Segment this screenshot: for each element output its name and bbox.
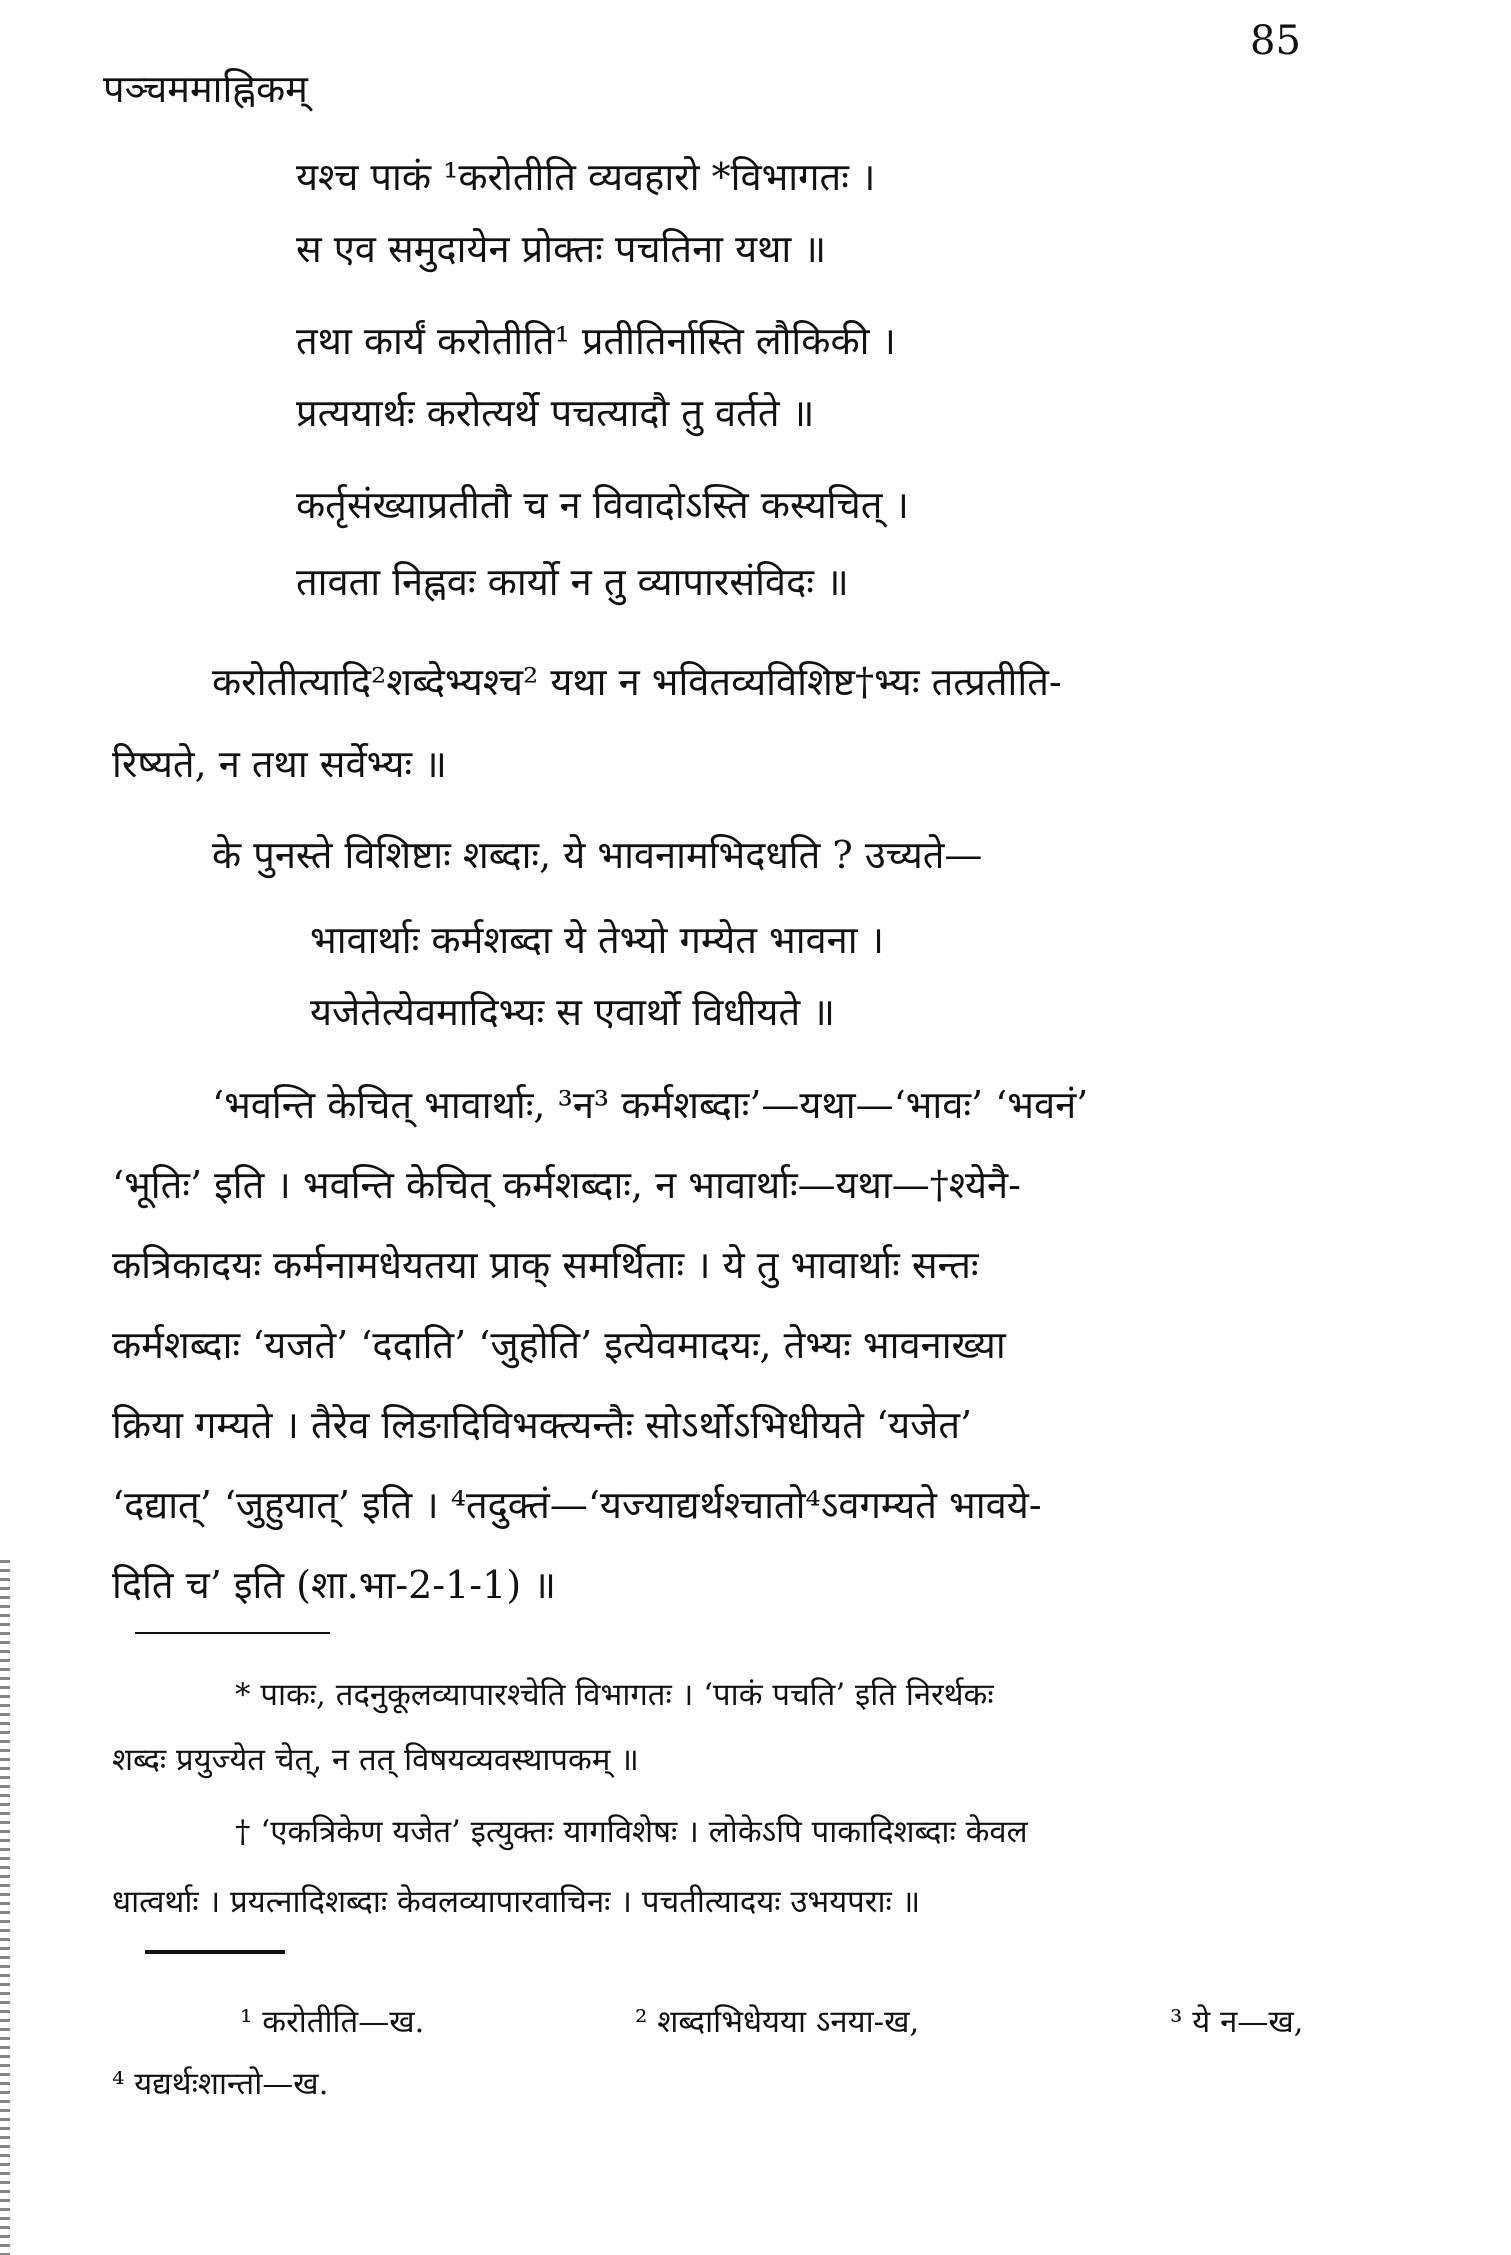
variant-note: ⁴ यद्यर्थःशान्तो—ख. [112,2066,329,2102]
verse-line: भावार्थाः कर्मशब्दा ये तेभ्यो गम्येत भावना । [310,918,885,962]
paragraph-line: रिष्यते, न तथा सर्वेभ्यः ॥ [112,742,447,786]
verse-line: तथा कार्यं करोतीति¹ प्रतीतिर्नास्ति लौकिकी । [296,319,896,363]
scan-edge-shadow [0,1560,10,2255]
verse-line: यजेतेत्येवमादिभ्यः स एवार्थो विधीयते ॥ [310,990,835,1034]
running-head: पञ्चममाह्निकम् [103,67,308,111]
page-number: 85 [1250,18,1301,64]
paragraph-line: कत्रिकादयः कर्मनामधेयतया प्राक् समर्थिताः । ये तु भावार्थाः सन्तः [112,1243,979,1287]
variant-note: ¹ करोतीति—ख. [240,2004,425,2040]
paragraph-line: ‘भवन्ति केचित् भावार्थाः, ³न³ कर्मशब्दाः’—यथा—‘भावः’ ‘भवनं’ [212,1083,1089,1127]
paragraph-line: कर्मशब्दाः ‘यजते’ ‘ददाति’ ‘जुहोति’ इत्येवमादयः, तेभ्यः भावनाख्या [112,1323,1006,1367]
paragraph-line: करोतीत्यादि²शब्देभ्यश्च² यथा न भवितव्यविशिष्ट†भ्यः तत्प्रतीति- [212,660,1062,704]
verse-line: यश्च पाकं ¹करोतीति व्यवहारो *विभागतः । [296,155,876,199]
footnote-star: * पाकः, तदनुकूलव्यापारश्चेति विभागतः । ‘पाकं पचति’ इति निरर्थकः [235,1677,994,1713]
verse-line: स एव समुदायेन प्रोक्तः पचतिना यथा ॥ [296,227,827,271]
variant-note: ² शब्दाभिधेयया ऽनया-ख, [635,2004,920,2040]
footnote-rule [135,1632,330,1634]
footnote-dagger: † ‘एकत्रिकेण यजेत’ इत्युक्तः यागविशेषः । लोकेऽपि पाकादिशब्दाः केवल [235,1814,1028,1850]
paragraph-line: ‘दद्यात्’ ‘जुहुयात्’ इति । ⁴तदुक्तं—‘यज्याद्यर्थश्चातो⁴ऽवगम्यते भावये- [112,1483,1042,1527]
verse-line: कर्तृसंख्याप्रतीतौ च न विवादोऽस्ति कस्यचित् । [296,483,909,527]
variant-note: ³ ये न—ख, [1170,2004,1304,2040]
paragraph-line: दिति च’ इति (शा.भा-2-1-1) ॥ [112,1563,556,1607]
footnote-dagger: धात्वर्थाः । प्रयत्नादिशब्दाः केवलव्यापारवाचिनः । पचतीत्यादयः उभयपराः ॥ [112,1884,921,1920]
paragraph-line: ‘भूतिः’ इति । भवन्ति केचित् कर्मशब्दाः, न भावार्थाः—यथा—†श्येनै- [112,1163,1021,1207]
paragraph-line: के पुनस्ते विशिष्टाः शब्दाः, ये भावनामभिदधति ? उच्यते— [212,833,983,877]
verse-line: तावता निह्नवः कार्यो न तु व्यापारसंविदः ॥ [296,560,849,604]
footnote-star: शब्दः प्रयुज्येत चेत्, न तत् विषयव्यवस्थापकम् ॥ [112,1742,639,1778]
paragraph-line: क्रिया गम्यते । तैरेव लिङादिविभक्त्यन्तैः सोऽर्थोऽभिधीयते ‘यजेत’ [112,1403,973,1447]
verse-line: प्रत्ययार्थः करोत्यर्थे पचत्यादौ तु वर्तते ॥ [296,391,815,435]
variants-rule [145,1950,285,1954]
